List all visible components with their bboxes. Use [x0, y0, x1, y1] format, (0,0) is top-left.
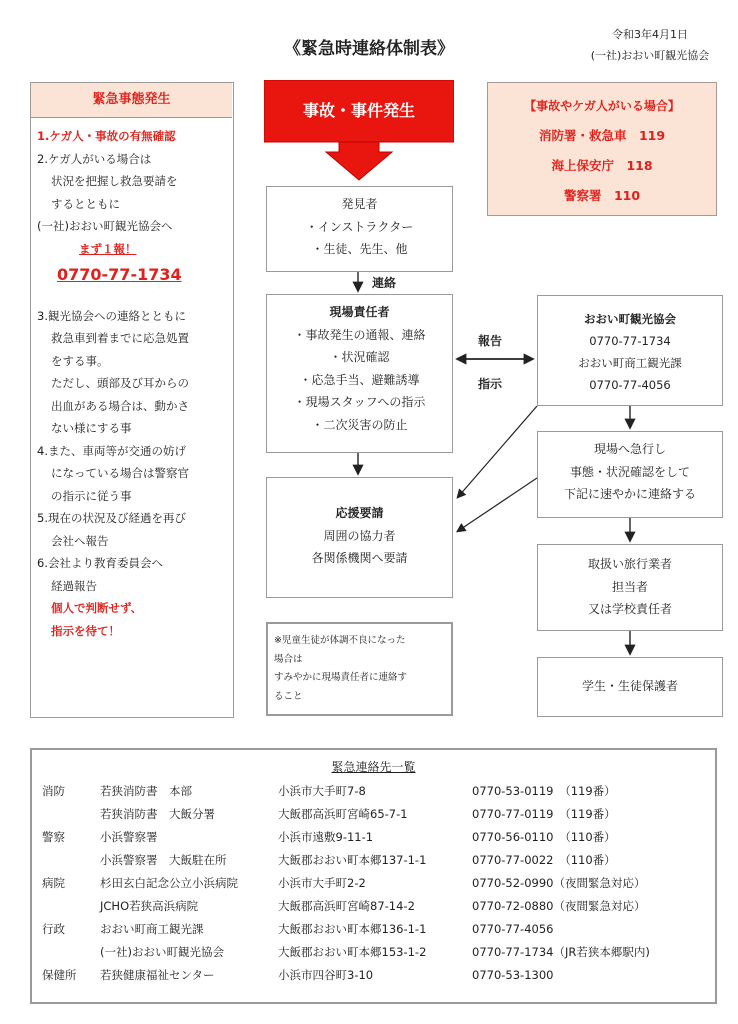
arrow-rush-to-support	[458, 478, 537, 531]
emergency-numbers-heading: 【事故やケガ人がいる場合】	[524, 99, 680, 113]
contact-phone: 0770-56-0110 （110番）	[472, 830, 616, 844]
issue-date: 令和3年4月1日	[612, 28, 688, 41]
contact-name: 若狭消防書 本部	[100, 784, 192, 798]
contact-phone: 0770-77-0022 （110番）	[472, 853, 616, 867]
emergency-contacts-table	[30, 748, 717, 1004]
onsite-duty: ・二次災害の防止	[311, 417, 408, 432]
first-report-callout: まず１報！	[79, 241, 137, 256]
rush-line: 現場へ急行し	[593, 442, 666, 456]
contact-address: 大飯郡高浜町宮崎65-7-1	[278, 807, 408, 821]
procedure-line: ただし、頭部及び耳からの	[51, 376, 189, 390]
procedure-line: するとともに	[51, 196, 120, 211]
procedure-line: 出血がある場合は、動かさ	[51, 398, 189, 413]
contact-label: 連絡	[372, 276, 397, 290]
procedure-line: 1.ケガ人・事故の有無確認	[37, 129, 176, 143]
support-request-box	[266, 477, 453, 598]
tourism-association-phone: 0770-77-1734	[589, 334, 671, 348]
support-request-title: 応援要請	[335, 506, 384, 520]
onsite-duty: ・応急手当、避難誘導	[299, 372, 420, 387]
discoverer-title: 発見者	[341, 197, 378, 211]
note-line: ※児童生徒が体調不良になった	[274, 635, 406, 646]
procedure-line: 救急車到着までに応急処置	[51, 331, 189, 345]
procedure-line: 状況を把握し救急要請を	[51, 174, 178, 188]
contact-address: 小浜市四谷町3-10	[278, 968, 374, 982]
procedure-line: をする事。	[51, 353, 109, 368]
first-report-phone: 0770-77-1734	[57, 265, 182, 284]
commerce-tourism-phone: 0770-77-4056	[589, 378, 671, 392]
emergency-procedure-heading: 緊急事態発生	[31, 83, 232, 118]
contact-phone: 0770-72-0880（夜間緊急対応）	[472, 899, 646, 913]
procedure-line: 4.また、車両等が交通の妨げ	[37, 443, 186, 458]
contact-address: 大飯郡おおい町本郷136-1-1	[278, 922, 427, 936]
note-line: 場合は	[274, 653, 303, 665]
contact-category: 行政	[42, 922, 65, 936]
onsite-manager-title: 現場責任者	[329, 305, 390, 319]
contact-phone: 0770-52-0990（夜間緊急対応）	[472, 876, 646, 890]
commerce-tourism-dept: おおい町商工観光課	[578, 356, 682, 370]
contact-row	[32, 964, 715, 986]
procedure-line: の指示に従う事	[51, 488, 132, 503]
contact-name: 小浜警察署 大飯駐在所	[100, 853, 227, 867]
rush-line: 下記に速やかに連絡する	[563, 487, 696, 501]
contact-address: 小浜市大手町7-8	[278, 784, 366, 798]
guardians-box	[537, 657, 723, 717]
incident-label: 事故・事件発生	[302, 101, 415, 120]
contacts-title: 緊急連絡先一覧	[331, 760, 416, 774]
tourism-association-box	[537, 295, 723, 406]
procedure-line: 2.ケガ人がいる場合は	[37, 151, 152, 166]
note-line: すみやかに現場責任者に連絡す	[274, 672, 408, 683]
contact-phone: 0770-77-0119 （119番）	[472, 807, 616, 821]
agency-line: 担当者	[611, 579, 648, 594]
travel-agency-box	[537, 544, 723, 631]
contact-address: 大飯郡おおい町本郷137-1-1	[278, 853, 427, 867]
contact-category: 病院	[42, 876, 65, 890]
discoverer-item: ・インストラクター	[305, 219, 414, 234]
contact-name: 小浜警察署	[100, 830, 158, 844]
illness-note	[266, 622, 453, 716]
procedure-line: 6.会社より教育委員会へ	[37, 556, 163, 570]
instruct-label: 指示	[478, 377, 503, 391]
contact-name: JCHO若狭高浜病院	[100, 899, 199, 913]
report-label: 報告	[478, 334, 503, 348]
contact-phone: 0770-53-1300	[472, 968, 554, 982]
discoverer-item: ・生徒、先生、他	[311, 242, 408, 256]
contact-row	[32, 918, 715, 940]
onsite-duty: ・事故発生の通報、連絡	[293, 327, 426, 342]
contact-row	[32, 941, 715, 963]
support-request-item: 各関係機関へ要請	[311, 551, 408, 565]
emergency-number-fire: 消防署・救急車 119	[538, 128, 666, 143]
arrow-tourism-to-support	[458, 406, 537, 497]
note-line: ること	[274, 690, 303, 702]
emergency-number-coastguard: 海上保安庁 118	[551, 158, 653, 173]
agency-line: 取扱い旅行業者	[587, 557, 672, 571]
contact-row	[32, 895, 715, 917]
contact-row	[32, 826, 715, 848]
contact-address: 大飯郡おおい町本郷153-1-2	[278, 945, 427, 959]
onsite-manager-box	[266, 294, 453, 453]
onsite-duty: ・現場スタッフへの指示	[293, 395, 426, 409]
contact-address: 小浜市遠敷9-11-1	[278, 830, 374, 844]
agency-line: 又は学校責任者	[587, 602, 672, 616]
rush-line: 事態・状況確認をして	[569, 464, 690, 479]
support-request-item: 周囲の協力者	[323, 528, 396, 543]
contact-phone: 0770-77-1734（JR若狭本郷駅内)	[472, 945, 650, 959]
rush-to-site-box	[537, 431, 723, 518]
contact-phone: 0770-77-4056	[472, 922, 554, 936]
contact-phone: 0770-53-0119 （119番）	[472, 784, 616, 798]
contact-name: 若狭消防書 大飯分署	[100, 807, 215, 821]
procedure-line: (一社)おおい町観光協会へ	[37, 219, 173, 233]
warning-line: 指示を待て！	[51, 623, 120, 638]
contact-row	[32, 849, 715, 871]
contact-name: (一社)おおい町観光協会	[100, 945, 224, 959]
contact-category: 消防	[42, 784, 65, 798]
contact-category: 警察	[42, 830, 65, 844]
contact-address: 小浜市大手町2-2	[278, 876, 366, 890]
contact-category: 保健所	[42, 968, 77, 982]
onsite-duty: ・状況確認	[329, 350, 390, 364]
contact-row	[32, 780, 715, 802]
contact-row	[32, 803, 715, 825]
procedure-line: 5.現在の状況及び経過を再び	[37, 511, 186, 525]
procedure-line: 3.観光協会への連絡とともに	[37, 308, 186, 323]
procedure-line: になっている場合は警察官	[51, 466, 189, 480]
contact-name: 杉田玄白記念公立小浜病院	[100, 876, 238, 890]
contact-address: 大飯郡高浜町宮崎87-14-2	[278, 899, 415, 913]
procedure-line: ない様にする事	[51, 421, 132, 435]
contact-row	[32, 872, 715, 894]
procedure-line: 経過報告	[51, 578, 97, 593]
emergency-number-police: 警察署 110	[563, 188, 641, 203]
issuing-org: (一社)おおい町観光協会	[590, 49, 710, 62]
contact-name: 若狭健康福祉センター	[100, 968, 215, 982]
guardians-label: 学生・生徒保護者	[581, 679, 678, 693]
warning-line: 個人で判断せず、	[51, 601, 143, 615]
page-title: 《緊急時連絡体制表》	[284, 39, 454, 59]
tourism-association-title: おおい町観光協会	[584, 312, 676, 326]
procedure-line: 会社へ報告	[51, 533, 109, 548]
contact-name: おおい町商工観光課	[100, 922, 204, 936]
